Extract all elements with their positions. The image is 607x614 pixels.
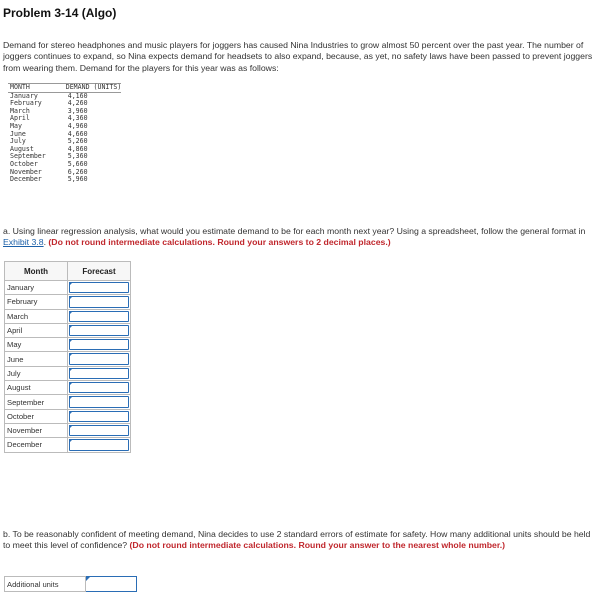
forecast-cell [68,438,131,452]
forecast-month-label: July [5,366,68,380]
forecast-month-label: April [5,323,68,337]
demand-month: August [10,144,34,153]
additional-units-row [4,576,137,592]
forecast-cell [68,409,131,423]
forecast-row [5,423,131,437]
forecast-input[interactable] [69,411,129,422]
forecast-input[interactable] [69,425,129,436]
demand-month: April [10,114,30,123]
problem-title: Problem 3-14 (Algo) [3,6,117,20]
demand-month: March [10,106,30,115]
demand-month: June [10,129,26,138]
forecast-input[interactable] [69,339,129,350]
question-b-instruction: (Do not round intermediate calculations. Round your answer to the nearest whole number.) [129,540,506,551]
forecast-cell [68,323,131,337]
demand-value: 5,960 [67,175,88,184]
question-a-text-after: . [43,237,49,248]
forecast-input[interactable] [69,325,129,336]
forecast-month-label: March [5,309,68,323]
forecast-month-label: June [5,352,68,366]
exhibit-link[interactable]: Exhibit 3.8 [3,237,44,248]
forecast-row [5,438,131,452]
forecast-month-label: November [5,423,68,437]
demand-value: 4,360 [67,114,88,123]
additional-units-label: Additional units [5,577,86,592]
question-b-text: b. To be reasonably confident of meeting demand, Nina decides to use 2 standard errors of estimate for safety. How many additional units should be held to meet this level of confidence? [3,529,591,551]
forecast-month-label: May [5,338,68,352]
demand-month: February [10,99,42,108]
demand-row [8,115,121,123]
demand-month: December [10,175,42,184]
forecast-month-label: September [5,395,68,409]
forecast-cell [68,352,131,366]
forecast-input[interactable] [69,353,129,364]
forecast-cell [68,395,131,409]
demand-value: 4,160 [67,91,88,100]
forecast-table-body [5,281,131,453]
demand-value: 4,660 [67,129,88,138]
forecast-cell [68,338,131,352]
forecast-row [5,295,131,309]
demand-table-header-month: MONTH [8,84,46,93]
demand-table-header-demand: DEMAND (UNITS) [46,84,122,93]
forecast-month-label: February [5,295,68,309]
forecast-month-label: December [5,438,68,452]
forecast-row [5,409,131,423]
demand-month: July [10,137,26,146]
forecast-row [5,309,131,323]
forecast-row [5,352,131,366]
demand-value: 4,260 [67,99,88,108]
demand-table-body [8,92,121,184]
demand-value: 5,660 [67,159,88,168]
forecast-cell [68,366,131,380]
forecast-month-label: October [5,409,68,423]
forecast-row [5,338,131,352]
demand-row [8,176,121,184]
forecast-input[interactable] [69,311,129,322]
forecast-input[interactable] [69,296,129,307]
question-a [3,226,599,249]
forecast-row [5,323,131,337]
forecast-row [5,381,131,395]
demand-month: September [10,152,46,161]
forecast-row [5,281,131,295]
demand-value: 4,960 [67,121,88,130]
forecast-month-label: January [5,281,68,295]
forecast-cell [68,381,131,395]
forecast-row [5,395,131,409]
demand-month: May [10,121,22,130]
question-a-instruction: (Do not round intermediate calculations. Round your answers to 2 decimal places.) [48,237,391,248]
demand-month: October [10,159,38,168]
forecast-input[interactable] [69,396,129,407]
forecast-row [5,366,131,380]
demand-month: January [10,91,38,100]
problem-intro: Demand for stereo headphones and music players for joggers has caused Nina Industries to grow almost 50 percent over the past year. The number of joggers continues to expand, so Nina expects demand for headsets to also expand, because, as yet, no safety laws have been passed to prevent joggers from wearing them. Demand for the players for this year was as follows: [3,40,593,73]
forecast-cell [68,309,131,323]
forecast-header-forecast: Forecast [68,262,131,281]
demand-value: 5,360 [67,152,88,161]
demand-value: 6,260 [67,167,88,176]
demand-month: November [10,167,42,176]
additional-units-input[interactable] [86,577,137,592]
question-a-text: a. Using linear regression analysis, what would you estimate demand to be for each month next year? Using a spreadsheet, follow the general format in [3,226,586,236]
question-b [3,529,599,552]
forecast-month-label: August [5,381,68,395]
forecast-input[interactable] [69,368,129,379]
forecast-input[interactable] [69,439,129,450]
forecast-table [4,261,131,453]
demand-value: 5,260 [67,137,88,146]
forecast-cell [68,423,131,437]
demand-value: 4,860 [67,144,88,153]
forecast-header-month: Month [5,262,68,281]
demand-value: 3,960 [67,106,88,115]
forecast-cell [68,281,131,295]
demand-table [8,83,121,184]
forecast-input[interactable] [69,282,129,293]
forecast-input[interactable] [69,382,129,393]
forecast-cell [68,295,131,309]
